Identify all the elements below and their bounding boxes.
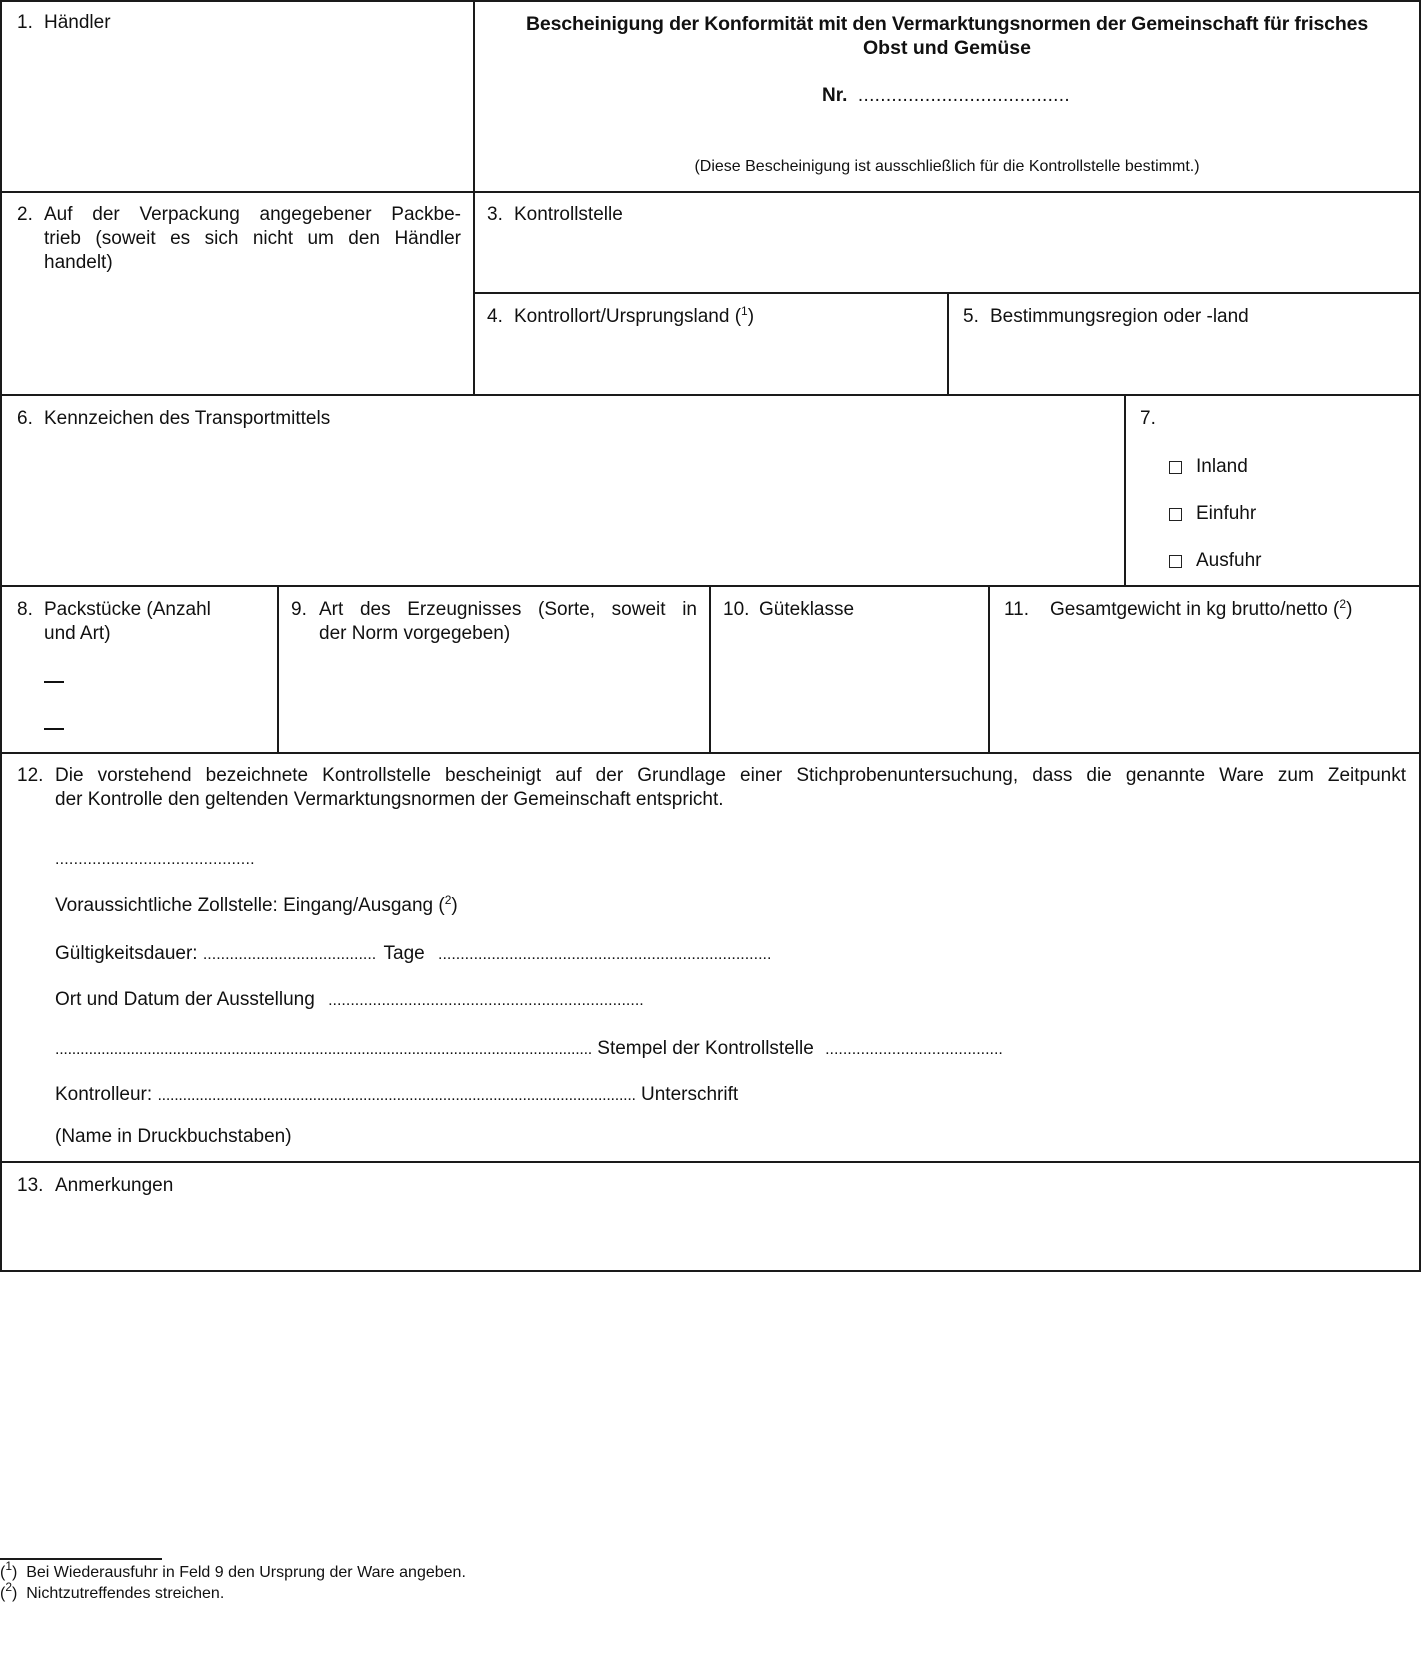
field10-11-divider <box>988 585 990 753</box>
field-label-line: handelt) <box>44 252 113 273</box>
certificate-note: (Diese Bescheinigung ist ausschließlich für die Kontrollstelle bestimmt.) <box>694 158 1200 175</box>
footnote-text: Nichtzutreffendes streichen. <box>26 1585 225 1602</box>
row1-bottom-line <box>0 191 1421 193</box>
field-label: Bestimmungsregion oder -land <box>990 306 1249 327</box>
gueltigkeit-label: Gültigkeitsdauer: <box>55 943 198 964</box>
tage-label: Tage <box>383 943 425 964</box>
ort-datum-label: Ort und Datum der Ausstellung <box>55 989 315 1010</box>
field-1-haendler[interactable] <box>17 11 111 35</box>
kontrolleur-line[interactable] <box>55 1083 738 1108</box>
name-note: (Name in Druckbuchstaben) <box>55 1126 292 1147</box>
field8-9-divider <box>277 585 279 753</box>
footnote-text: Bei Wiederausfuhr in Feld 9 den Ursprung der Ware angeben. <box>26 1564 466 1581</box>
zollstelle-label: Voraussichtliche Zollstelle: Eingang/Ausgang ( <box>55 895 445 916</box>
field-label-line: Auf der Verpackung angegebener Packbe- <box>44 204 461 225</box>
footnote-ref[interactable]: 2 <box>1339 597 1347 611</box>
field-10-gueteklasse[interactable] <box>723 598 854 622</box>
certificate-title-line1: Bescheinigung der Konformität mit den Vermarktungsnormen der Gemeinschaft für frisches <box>525 13 1369 35</box>
list-dash-1 <box>44 681 64 683</box>
footnote-rule <box>0 1558 162 1560</box>
field-13-anmerkungen[interactable] <box>17 1174 173 1198</box>
field-label-line: trieb (soweit es sich nicht um den Händler <box>44 228 461 249</box>
field-number: 8. <box>17 599 33 620</box>
footnote-marker: 1 <box>5 1559 13 1573</box>
gueltigkeit-line[interactable] <box>55 942 771 967</box>
field-number: 6. <box>17 408 33 429</box>
field-label: Gesamtgewicht in kg brutto/netto ( <box>1050 599 1340 620</box>
field-label: Kontrollstelle <box>514 204 623 225</box>
stempel-line[interactable] <box>55 1037 1003 1062</box>
field-label: Güteklasse <box>759 599 855 620</box>
field-12-statement <box>55 764 1406 812</box>
field-label-line: Art des Erzeugnisses (Sorte, soweit in <box>319 599 697 620</box>
certificate-number-label: Nr. <box>822 85 848 106</box>
field-label-line: Packstücke (Anzahl <box>44 599 211 620</box>
ort-datum-line[interactable] <box>55 988 644 1013</box>
unterschrift-label: Unterschrift <box>641 1084 739 1105</box>
field-label-line: der Norm vorgegeben) <box>319 623 511 644</box>
paren: ) <box>747 306 755 327</box>
blank-fill-line[interactable]: ........................................... <box>55 851 255 868</box>
field-8-packstuecke[interactable] <box>17 598 211 646</box>
paren: ) <box>1346 599 1353 620</box>
option-label: Inland <box>1196 456 1248 477</box>
field-number: 2. <box>17 204 33 225</box>
field-11-gesamtgewicht[interactable] <box>1004 598 1352 622</box>
stempel-fill[interactable]: ................................................................................................................................ <box>55 1041 592 1058</box>
field-label-line: und Art) <box>44 623 111 644</box>
statement-line: Die vorstehend bezeichnete Kontrollstelle bescheinigt auf der Grundlage einer Stichprobenuntersuchung, dass die genannte Ware zum Zeitpunkt <box>55 765 1406 786</box>
footnote-ref[interactable]: 1 <box>741 304 748 318</box>
field-label: Kontrollort/Ursprungsland ( <box>514 306 742 327</box>
field-label: Händler <box>44 12 111 33</box>
stempel-label: Stempel der Kontrollstelle <box>597 1038 814 1059</box>
field-7-number: 7. <box>1140 408 1156 429</box>
footnote-2: ($^2$) Nichtzutreffendes streichen. <box>0 1580 225 1602</box>
field-9-art-erzeugnis[interactable] <box>291 598 697 646</box>
kontrolleur-value[interactable]: .................................................................................................................. <box>157 1087 636 1104</box>
field9-10-divider <box>709 585 711 753</box>
footnote-1: ($^1$) Bei Wiederausfuhr in Feld 9 den Ursprung der Ware angeben. <box>0 1559 466 1581</box>
field-3-kontrollstelle[interactable] <box>487 203 623 227</box>
row5-bottom-line <box>0 1161 1421 1163</box>
field-6-transportmittel[interactable] <box>17 407 330 431</box>
field-12-number: 12. <box>17 765 44 786</box>
field-number: 1. <box>17 12 33 33</box>
field-number: 11. <box>1004 599 1030 620</box>
tage-value[interactable]: ........................................................................... <box>438 946 772 963</box>
checkbox-inland[interactable] <box>1169 461 1182 474</box>
checkbox-einfuhr[interactable] <box>1169 508 1182 521</box>
field4-5-divider <box>947 292 949 396</box>
form-border-top <box>0 0 1421 2</box>
field-4-kontrollort[interactable] <box>487 305 754 329</box>
list-dash-2 <box>44 728 64 730</box>
field-number: 10. <box>723 599 750 620</box>
field6-7-divider <box>1124 394 1126 586</box>
checkbox-ausfuhr[interactable] <box>1169 555 1182 568</box>
field-label: Anmerkungen <box>55 1175 174 1196</box>
field-number: 13. <box>17 1175 44 1196</box>
field-7-option-inland[interactable] <box>1169 454 1369 480</box>
row4-bottom-line <box>0 752 1421 754</box>
certificate-header <box>475 12 1419 60</box>
certificate-title-line2: Obst und Gemüse <box>863 37 1031 59</box>
certificate-number[interactable] <box>822 84 1070 108</box>
row2-bottom-line <box>0 394 1421 396</box>
option-label: Einfuhr <box>1196 503 1257 524</box>
field-2-packbetrieb[interactable] <box>17 203 461 275</box>
field-label: Kennzeichen des Transportmittels <box>44 408 331 429</box>
footnote-ref[interactable]: 2 <box>444 893 452 907</box>
field-5-bestimmungsregion[interactable] <box>963 305 1249 329</box>
field-number: 5. <box>963 306 979 327</box>
field-number: 3. <box>487 204 503 225</box>
kontrolleur-label: Kontrolleur: <box>55 1084 153 1105</box>
field-number: 4. <box>487 306 503 327</box>
field-7-option-einfuhr[interactable] <box>1169 501 1369 527</box>
field-number: 9. <box>291 599 307 620</box>
stempel-after-fill[interactable]: ........................................ <box>825 1041 1003 1058</box>
statement-line: der Kontrolle den geltenden Vermarktungsnormen der Gemeinschaft entspricht. <box>55 789 724 810</box>
footnote-marker: 2 <box>5 1580 13 1594</box>
certificate-number-value[interactable]: ...................................... <box>857 85 1070 106</box>
form-border-bottom <box>0 1270 1421 1272</box>
ort-datum-value[interactable]: ....................................................................... <box>328 992 644 1009</box>
option-label: Ausfuhr <box>1196 550 1262 571</box>
gueltigkeit-value[interactable]: ....................................... <box>202 946 377 963</box>
paren: ) <box>451 895 458 916</box>
field-7-option-ausfuhr[interactable] <box>1169 548 1369 574</box>
zollstelle-line[interactable] <box>55 894 458 918</box>
